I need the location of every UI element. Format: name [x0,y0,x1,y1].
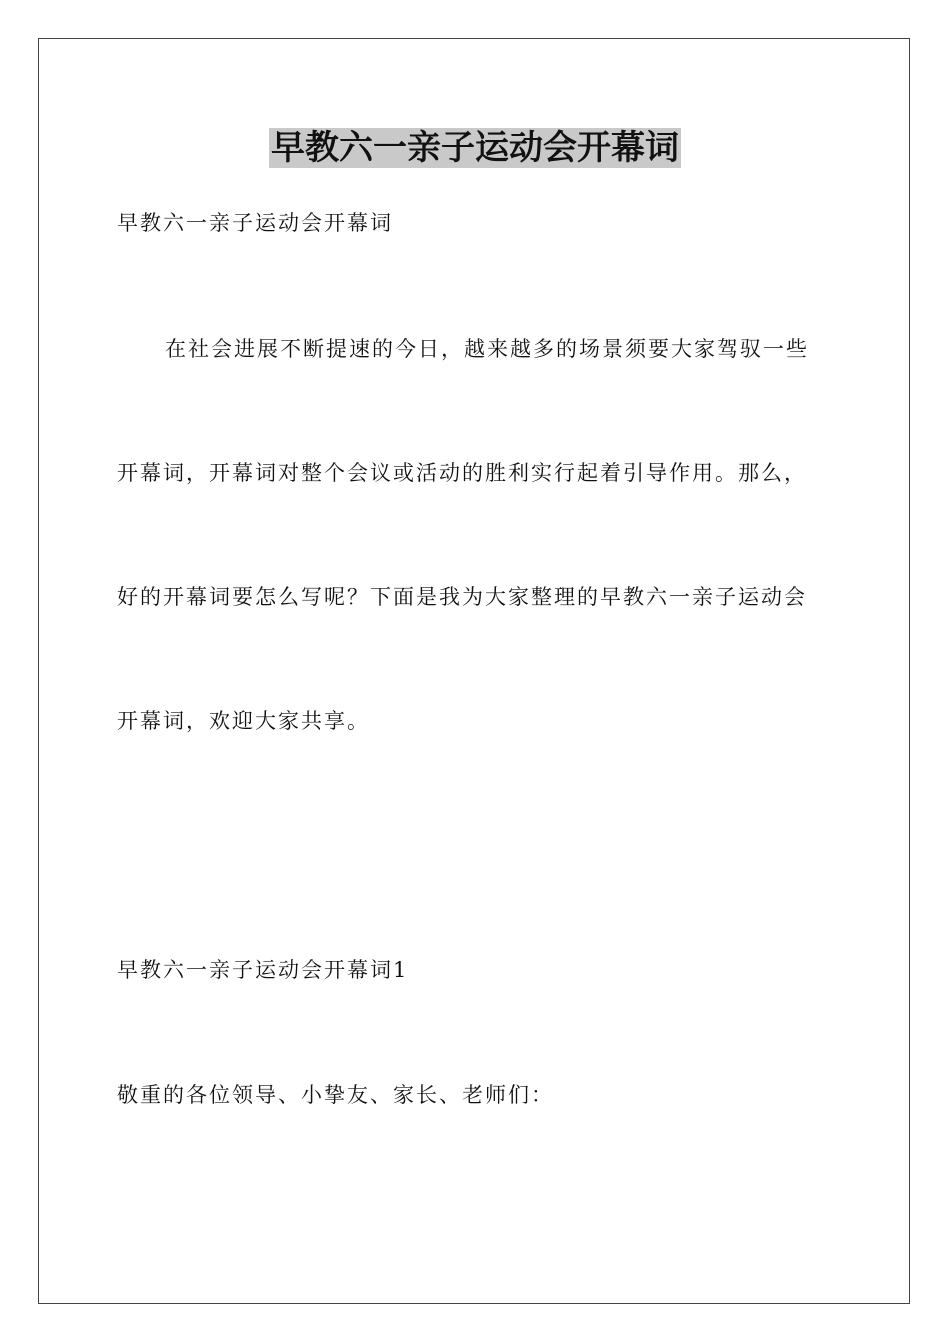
document-subtitle: 早教六一亲子运动会开幕词 [117,211,393,235]
document-title [0,124,950,172]
intro-line-2: 开幕词，开幕词对整个会议或活动的胜利实行起着引导作用。那么， [117,461,807,485]
intro-line-3: 好的开幕词要怎么写呢？下面是我为大家整理的早教六一亲子运动会 [117,585,807,609]
intro-line-1: 在社会进展不断提速的今日，越来越多的场景须要大家驾驭一些 [165,337,809,361]
intro-line-4: 开幕词，欢迎大家共享。 [117,709,370,733]
section-heading: 早教六一亲子运动会开幕词1 [117,958,409,982]
document-title-text: 早教六一亲子运动会开幕词 [271,128,679,168]
salutation: 敬重的各位领导、小挚友、家长、老师们： [117,1083,554,1107]
